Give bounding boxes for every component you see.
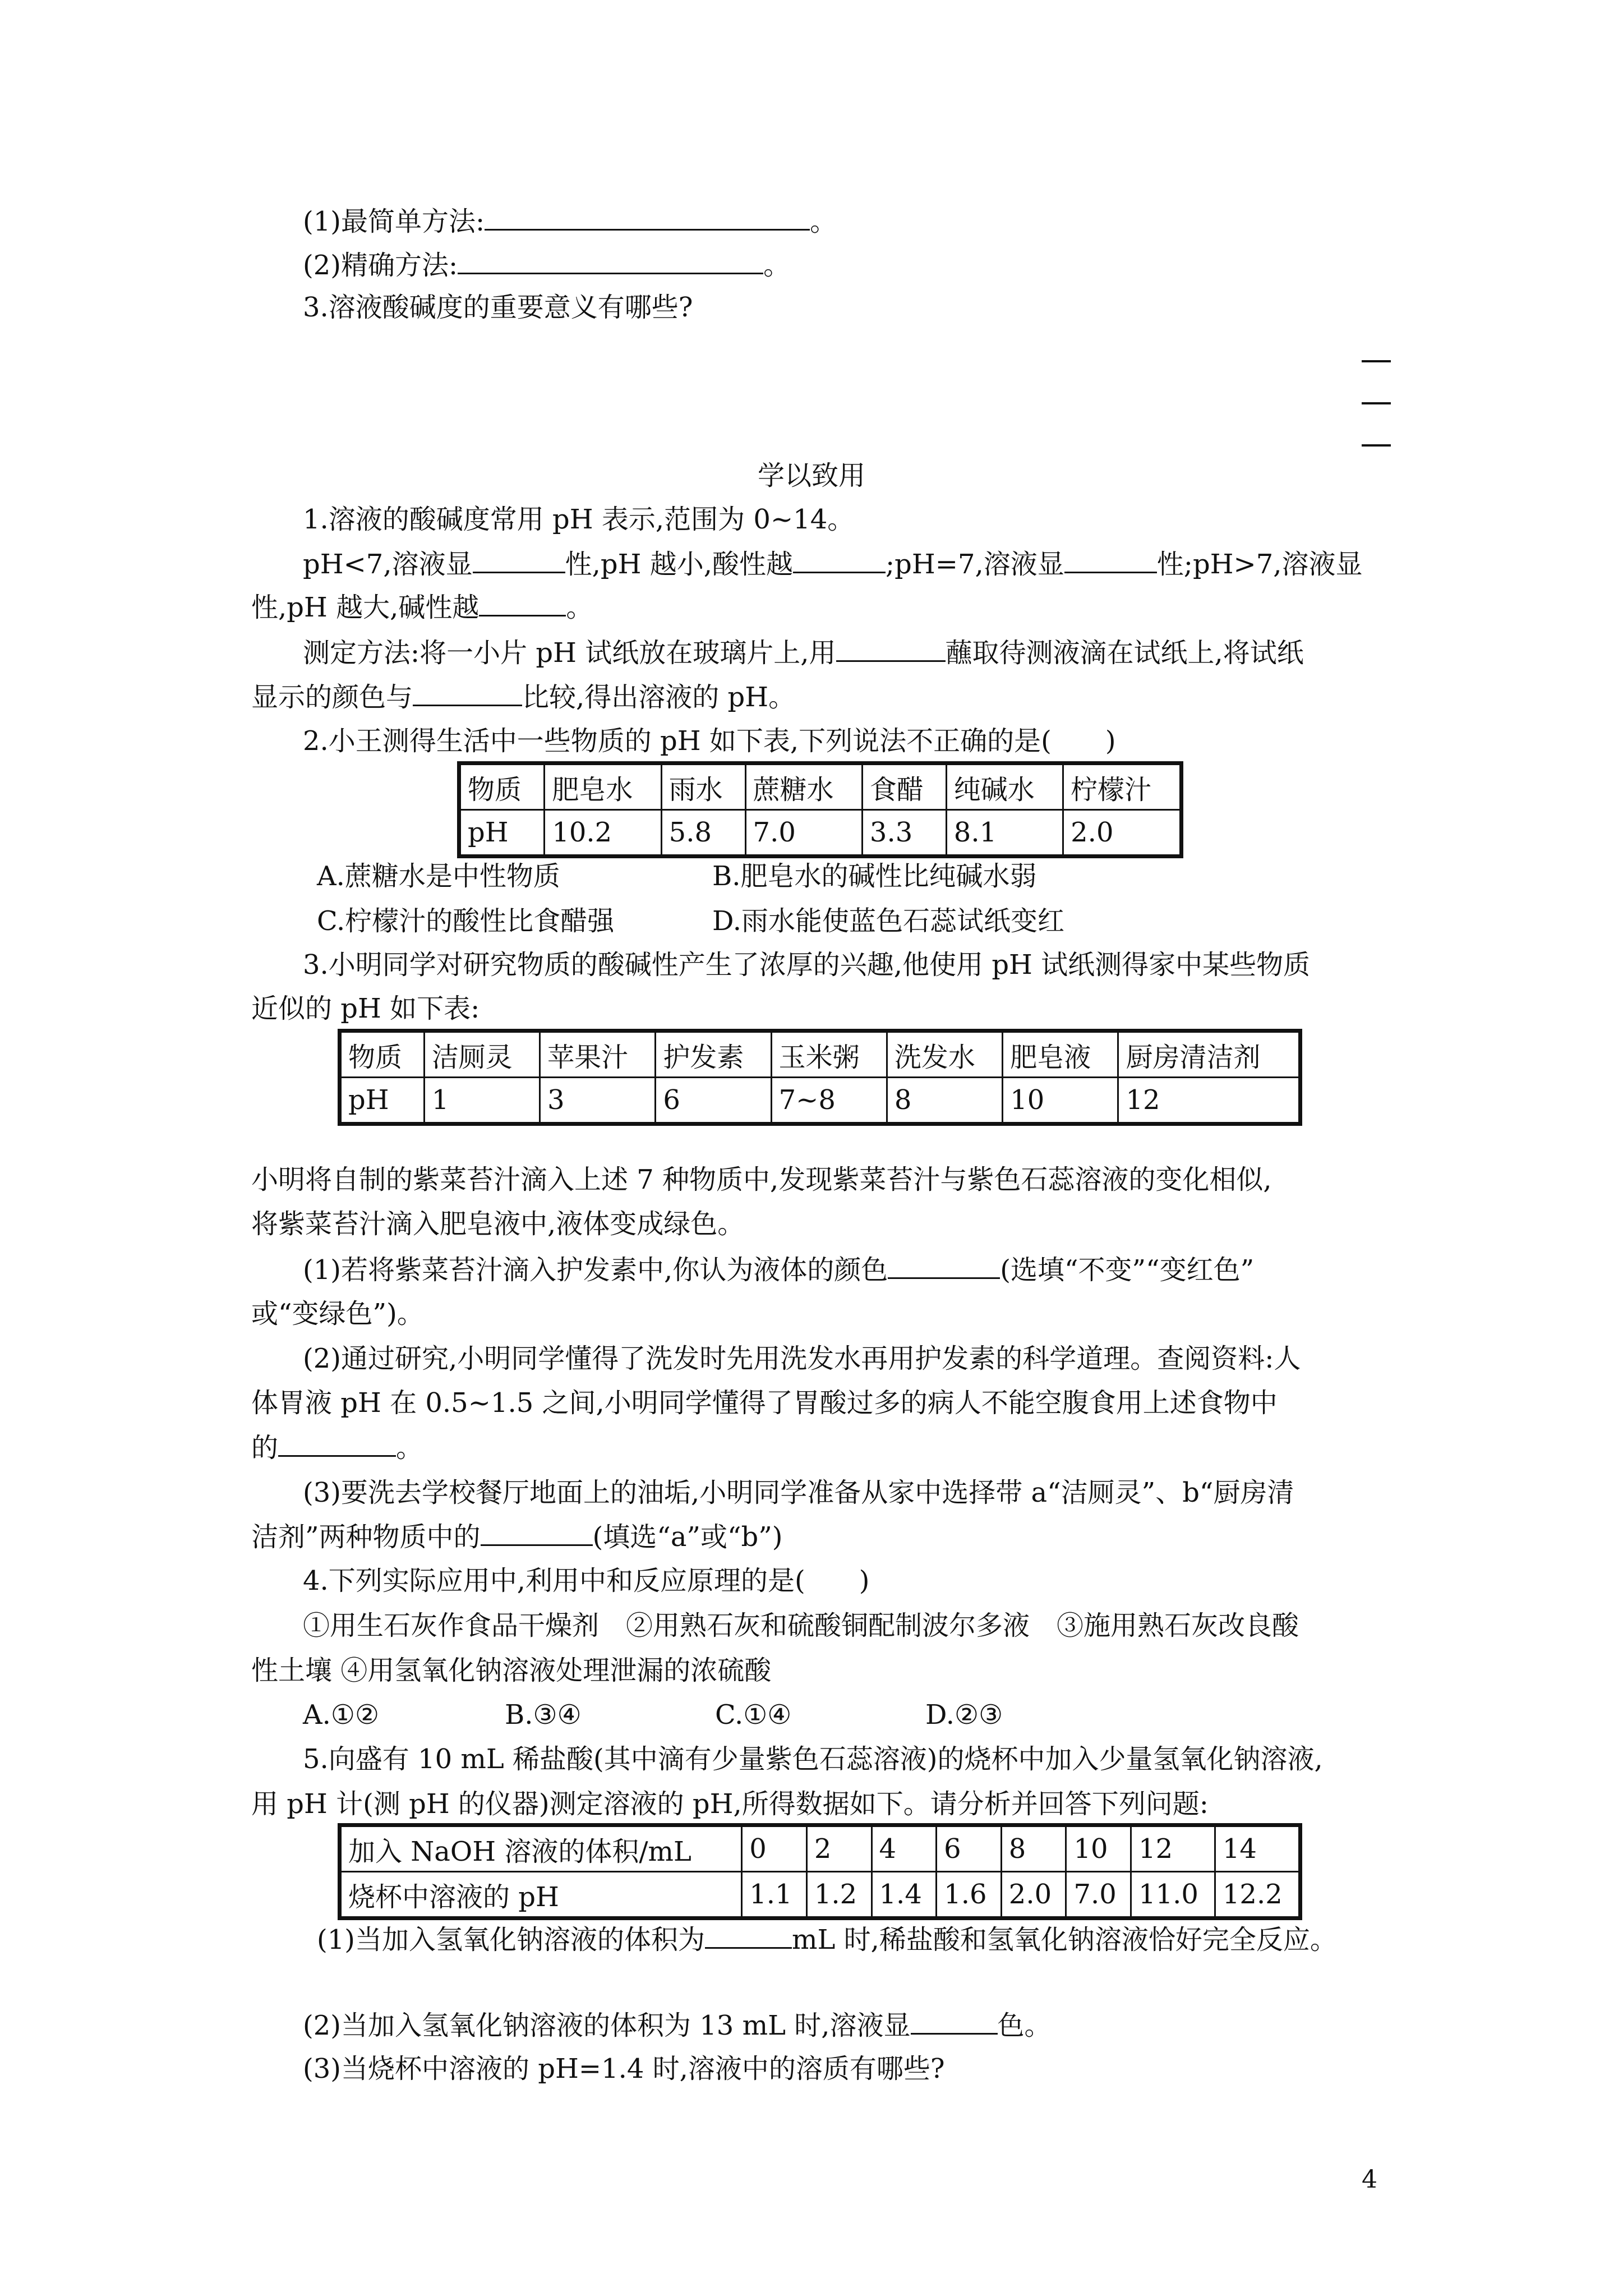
table-cell: 苹果汁 xyxy=(540,1031,656,1078)
text: (1)若将紫菜苔汁滴入护发素中,你认为液体的颜色 xyxy=(303,1254,888,1286)
text: pH<7,溶液显 xyxy=(303,549,473,580)
q2-option-b: B.肥皂水的碱性比纯碱水弱 xyxy=(712,861,1037,892)
q1-line-3 xyxy=(251,590,593,624)
table-cell: 12.2 xyxy=(1215,1872,1300,1918)
q1-blank-4[interactable] xyxy=(479,590,566,616)
table-cell: 1.1 xyxy=(742,1872,807,1918)
q3-sub2-line-2: 体胃液 pH 在 0.5~1.5 之间,小明同学懂得了胃酸过多的病人不能空腹食用上述食物中 xyxy=(251,1387,1278,1419)
q4-option-a: A.①② xyxy=(303,1699,379,1731)
text: 测定方法:将一小片 pH 试纸放在玻璃片上,用 xyxy=(303,637,836,669)
table-cell: 1.6 xyxy=(937,1872,1002,1918)
q4-option-b: B.③④ xyxy=(505,1699,582,1731)
page-number: 4 xyxy=(1362,2165,1377,2194)
punct: 。 xyxy=(763,250,791,281)
table-cell: 2 xyxy=(806,1825,872,1872)
table-cell: 0 xyxy=(742,1825,807,1872)
q5-stem-2: 用 pH 计(测 pH 的仪器)测定溶液的 pH,所得数据如下。请分析并回答下列问题: xyxy=(251,1788,1209,1820)
method-simple-blank[interactable] xyxy=(485,204,810,231)
q5-sub3-line: (3)当烧杯中溶液的 pH=1.4 时,溶液中的溶质有哪些? xyxy=(303,2053,945,2085)
q1-blank-2[interactable] xyxy=(793,547,886,573)
table-cell: 加入 NaOH 溶液的体积/mL xyxy=(340,1825,742,1872)
text: 显示的颜色与 xyxy=(251,682,413,713)
table-cell: 12 xyxy=(1131,1825,1215,1872)
q3-paragraph-1: 小明将自制的紫菜苔汁滴入上述 7 种物质中,发现紫菜苔汁与紫色石蕊溶液的变化相似, xyxy=(251,1164,1272,1195)
table-cell: 3.3 xyxy=(862,810,946,857)
table-cell: 1.4 xyxy=(872,1872,937,1918)
table-cell: 蔗糖水 xyxy=(745,763,862,810)
text: 。 xyxy=(396,1432,423,1464)
q3-sub1-blank[interactable] xyxy=(888,1253,1000,1279)
text: 。 xyxy=(566,592,593,623)
q2-option-a: A.蔗糖水是中性物质 xyxy=(317,861,560,892)
table-cell: 8 xyxy=(887,1078,1002,1124)
q5-sub2-line xyxy=(303,2008,1052,2042)
method-precise-line xyxy=(303,248,790,282)
table-cell: 肥皂液 xyxy=(1003,1031,1118,1078)
table-cell: 2.0 xyxy=(1001,1872,1066,1918)
q3-stem-2: 近似的 pH 如下表: xyxy=(251,993,480,1024)
text: 色。 xyxy=(997,2010,1052,2041)
table-cell: 物质 xyxy=(340,1031,425,1078)
text: (2)当加入氢氧化钠溶液的体积为 13 mL 时,溶液显 xyxy=(303,2010,911,2041)
q1-blank-3[interactable] xyxy=(1064,547,1157,573)
table-cell: 10.2 xyxy=(545,810,661,857)
table-cell: 5.8 xyxy=(661,810,745,857)
table-cell: 1.2 xyxy=(806,1872,872,1918)
q4-option-c: C.①④ xyxy=(715,1699,792,1731)
q3-sub2-blank[interactable] xyxy=(278,1430,396,1457)
table-row xyxy=(340,1078,1301,1124)
table-cell: 玉米粥 xyxy=(771,1031,887,1078)
q2-option-c: C.柠檬汁的酸性比食醋强 xyxy=(317,905,615,937)
table-row xyxy=(340,1825,1301,1872)
table-cell: 8 xyxy=(1001,1825,1066,1872)
table-cell: 7.0 xyxy=(1066,1872,1131,1918)
table-cell: 14 xyxy=(1215,1825,1300,1872)
table-cell: 2.0 xyxy=(1063,810,1182,857)
q5-stem-1: 5.向盛有 10 mL 稀盐酸(其中滴有少量紫色石蕊溶液)的烧杯中加入少量氢氧化钠溶液, xyxy=(303,1743,1323,1775)
q5-data-table xyxy=(338,1823,1302,1920)
q3-sub3-blank[interactable] xyxy=(481,1520,593,1546)
text: 的 xyxy=(251,1432,279,1464)
answer-dash xyxy=(1362,402,1391,404)
answer-dash xyxy=(1362,444,1391,447)
table-cell: 7.0 xyxy=(745,810,862,857)
table-cell: 纯碱水 xyxy=(946,763,1063,810)
table-cell: 肥皂水 xyxy=(545,763,661,810)
q3-sub3-line-1: (3)要洗去学校餐厅地面上的油垢,小明同学准备从家中选择带 a“洁厕灵”、b“厨房清 xyxy=(303,1477,1294,1508)
text: 比较,得出溶液的 pH。 xyxy=(522,682,796,713)
q5-sub1-line xyxy=(317,1922,1337,1957)
table-cell: 柠檬汁 xyxy=(1063,763,1182,810)
q1-blank-5[interactable] xyxy=(836,636,946,662)
text: 洁剂”两种物质中的 xyxy=(251,1521,481,1553)
table-cell: 雨水 xyxy=(661,763,745,810)
table-cell: 8.1 xyxy=(946,810,1063,857)
table-cell: 7~8 xyxy=(771,1078,887,1124)
q3-sub2-line-1: (2)通过研究,小明同学懂得了洗发时先用洗发水再用护发素的科学道理。查阅资料:人 xyxy=(303,1343,1301,1374)
q1-blank-1[interactable] xyxy=(473,547,565,573)
q1-line-5 xyxy=(251,680,795,714)
q5-sub2-blank[interactable] xyxy=(911,2008,998,2035)
q3-sub3-line-2 xyxy=(251,1520,783,1554)
text: ;pH=7,溶液显 xyxy=(885,549,1064,580)
significance-question: 3.溶液酸碱度的重要意义有哪些? xyxy=(303,292,693,323)
q4-items-line-2: 性土壤 ④用氢氧化钠溶液处理泄漏的浓硫酸 xyxy=(251,1655,772,1686)
table-cell: 4 xyxy=(872,1825,937,1872)
punct: 。 xyxy=(810,206,837,237)
section-heading: 学以致用 xyxy=(757,460,865,491)
text: 性,pH 越大,碱性越 xyxy=(251,592,479,623)
table-cell: 烧杯中溶液的 pH xyxy=(340,1872,742,1918)
q1-blank-6[interactable] xyxy=(413,680,522,706)
table-row xyxy=(459,810,1182,857)
answer-dash xyxy=(1362,360,1391,362)
table-row xyxy=(459,763,1182,810)
q4-option-d: D.②③ xyxy=(925,1699,1003,1731)
q1-line-2 xyxy=(303,547,1363,581)
q2-stem: 2.小王测得生活中一些物质的 pH 如下表,下列说法不正确的是( ) xyxy=(303,725,1116,757)
text: 性,pH 越小,酸性越 xyxy=(565,549,793,580)
table-cell: 6 xyxy=(656,1078,771,1124)
text: (1)当加入氢氧化钠溶液的体积为 xyxy=(317,1924,705,1955)
table-cell: 洁厕灵 xyxy=(424,1031,540,1078)
table-cell: pH xyxy=(340,1078,425,1124)
table-cell: 3 xyxy=(540,1078,656,1124)
table-cell: 11.0 xyxy=(1131,1872,1215,1918)
method-precise-blank[interactable] xyxy=(458,248,763,274)
q2-option-d: D.雨水能使蓝色石蕊试纸变红 xyxy=(712,905,1065,937)
text: (填选“a”或“b”) xyxy=(592,1521,783,1553)
table-cell: 12 xyxy=(1118,1078,1301,1124)
text: 蘸取待测液滴在试纸上,将试纸 xyxy=(945,637,1304,669)
table-cell: 护发素 xyxy=(656,1031,771,1078)
table-cell: 10 xyxy=(1003,1078,1118,1124)
q3-sub1-line-2: 或“变绿色”)。 xyxy=(251,1298,424,1329)
table-row xyxy=(340,1031,1301,1078)
table-row xyxy=(340,1872,1301,1918)
table-cell: 6 xyxy=(937,1825,1002,1872)
text: (选填“不变”“变红色” xyxy=(1000,1254,1255,1286)
q3-sub1-line-1 xyxy=(303,1253,1254,1287)
method-simple-label: (1)最简单方法: xyxy=(303,206,485,237)
table-cell: 10 xyxy=(1066,1825,1131,1872)
method-simple-line xyxy=(303,204,837,238)
text: mL 时,稀盐酸和氢氧化钠溶液恰好完全反应。 xyxy=(792,1924,1337,1955)
q3-ph-table xyxy=(338,1029,1302,1126)
q4-stem: 4.下列实际应用中,利用中和反应原理的是( ) xyxy=(303,1565,870,1596)
text: 性;pH>7,溶液显 xyxy=(1156,549,1363,580)
table-cell: 厨房清洁剂 xyxy=(1118,1031,1301,1078)
q3-paragraph-2: 将紫菜苔汁滴入肥皂液中,液体变成绿色。 xyxy=(251,1208,745,1240)
q5-sub1-blank[interactable] xyxy=(705,1922,792,1949)
q1-line-1: 1.溶液的酸碱度常用 pH 表示,范围为 0~14。 xyxy=(303,504,855,535)
q3-sub2-line-3 xyxy=(251,1430,423,1465)
table-cell: 物质 xyxy=(459,763,545,810)
q4-items-line-1: ①用生石灰作食品干燥剂 ②用熟石灰和硫酸铜配制波尔多液 ③施用熟石灰改良酸 xyxy=(303,1610,1299,1641)
table-cell: 食醋 xyxy=(862,763,946,810)
q3-stem-1: 3.小明同学对研究物质的酸碱性产生了浓厚的兴趣,他使用 pH 试纸测得家中某些物质 xyxy=(303,949,1311,981)
table-cell: pH xyxy=(459,810,545,857)
q1-line-4 xyxy=(303,636,1304,670)
method-precise-label: (2)精确方法: xyxy=(303,250,458,281)
table-cell: 洗发水 xyxy=(887,1031,1002,1078)
table-cell: 1 xyxy=(424,1078,540,1124)
q2-ph-table xyxy=(457,761,1183,858)
